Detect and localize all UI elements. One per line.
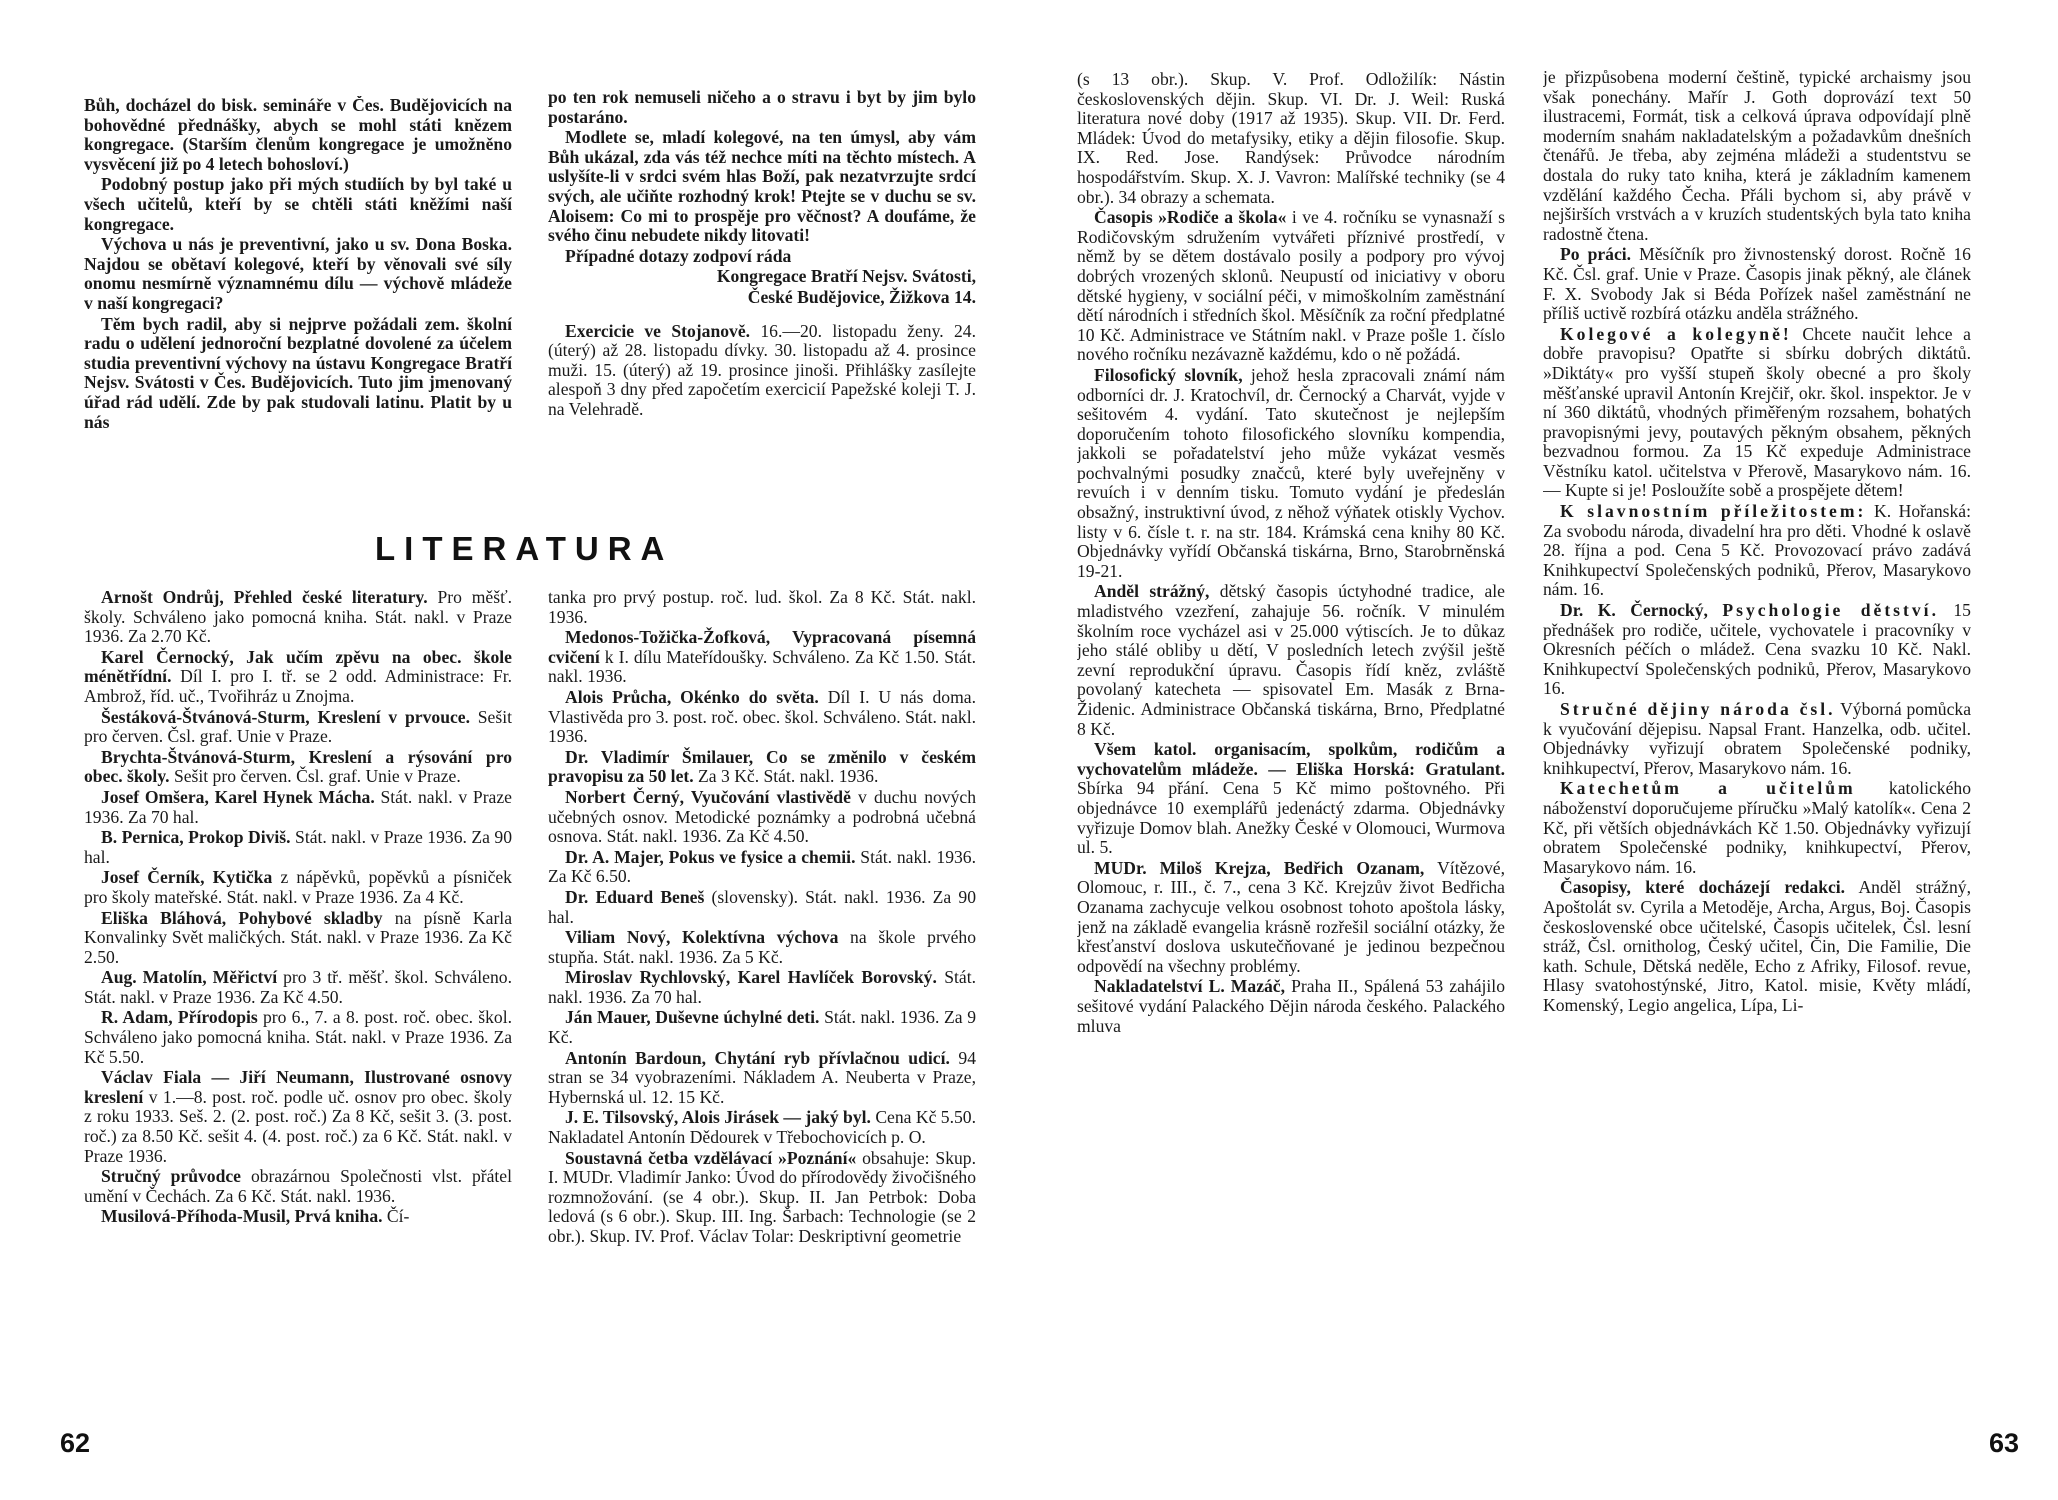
entry [84, 1068, 512, 1166]
entry [548, 1108, 976, 1147]
entry-text: obsahuje: Skup. I. MUDr. Vladimír Janko: Úvod do přírodovědy živočišného rozmnožování. (se 4 obr.). Skup. II. Jan Petrbok: Doba ledová (s 6 obr.). Skup. III. Ing. Šarbach: Technologie (se 2 obr.). Skup. IV. Prof. Václav Tolar: Deskriptivní geometrie [548, 1147, 976, 1246]
entry-lead: Aug. Matolín, Měřictví [101, 967, 278, 988]
paragraph: Modlete se, mladí kolegové, na ten úmysl, aby vám Bůh ukázal, zda vás též nechce míti na těchto místech. A uslyšíte-li v srdci svém hlas Boží, pak nezatvrzujte srdcí svých, ale učiňte rozhodný krok! Ptejte se v duchu se sv. Aloisem: Co mi to prospěje pro věčnost? A doufáme, že svého činu nebudete nikdy litovati! [548, 127, 976, 246]
entry-lead: Dr. A. Majer, Pokus ve fysice a chemii. [565, 846, 856, 867]
entry-text: Stát. nakl. 1936. Za 70 hal. [548, 967, 976, 1007]
paragraph: Případné dotazy zodpoví ráda [565, 245, 792, 266]
entry-text: Výborná pomůcka k vyučování dějepisu. Napsal Frant. Hanzelka, odb. učitel. Objednávky vyřizují obratem Společenské podniky, knihkupectví, Přerov, Masarykovo nám. 16. [1543, 699, 1971, 778]
entry-text: Čí- [382, 1206, 410, 1227]
entry [1077, 208, 1505, 365]
entry [548, 848, 976, 887]
entry-text: Měsíčník pro živnostenský dorost. Ročně 16 Kč. Čsl. graf. Unie v Praze. Časopis jinak pěkný, ale článek F. X. Svobody Jak si Béda Pořízek našel zaměstnání ne příliš uctivě rozbírá otázku anděla strážného. [1543, 244, 1971, 324]
entry [1077, 859, 1505, 977]
entry [548, 1049, 976, 1108]
entry-text: k I. dílu Mateřídoušky. Schváleno. Za Kč 1.50. Stát. nakl. 1936. [548, 646, 976, 687]
entry-lead: Dr. Vladimír Šmilauer, Co se změnilo v českém pravopisu za 50 let. [548, 746, 976, 787]
entry [1543, 502, 1971, 600]
entry-lead: Dr. Eduard Beneš [565, 886, 705, 907]
entry [84, 788, 512, 827]
entry [1543, 878, 1971, 1015]
entry-text: Anděl strážný, Apoštolát sv. Cyrila a Metoděje, Archa, Argus, Boj. Časopis československé obce učitelské, Časopis učitelek, Čsl. lesní stráž, Čsl. ornitholog, Český učitel, Čin, Die Familie, Die kath. Schule, Dětská neděle, Echo z Afriky, Filosof. revue, Hlasy svatohostýnské, Jitro, Katol. misie, Květy mládí, Komenský, Legio angelica, Lípa, Li- [1543, 877, 1971, 1015]
entry [1077, 740, 1505, 858]
entry [1077, 366, 1505, 582]
entry-lead: Exercicie ve Stojanově. [565, 320, 751, 341]
entry [84, 868, 512, 907]
entry [548, 1008, 976, 1047]
entry-text: Chcete naučit lehce a dobře pravopisu? Opatřte si sbírku dobrých diktátů. »Diktáty« pro vyšší stupeň školy obecné a pro školy měšťanské upravil Antonín Krejčiř, okr. škol. inspektor. Je v ní 360 diktátů, vhodných přiměřeným rozsahem, bohatých pravopisnými jevy, poutavých pěkným obsahem, pěkných bezvadnou formou. Za 15 Kč expeduje Administrace Věstníku katol. učitelstva v Přerově, Masarykovo nám. 16. — Kupte si je! Posloužíte sobě a prospějete dětem! [1543, 323, 1971, 501]
entry-text: 94 stran se 34 vyobrazeními. Nákladem A. Neuberta v Praze, Hybernská ul. 12. 15 Kč. [548, 1047, 976, 1107]
entry [548, 748, 976, 787]
entry-lead: Anděl strážný, [1094, 581, 1210, 602]
entry [84, 1167, 512, 1206]
entry [84, 588, 512, 647]
entry [84, 648, 512, 707]
entry-spaced-title: Kolegové a kolegyně! [1560, 323, 1792, 344]
entry-lead: Eliška Bláhová, Pohybové skladby [101, 907, 383, 928]
entry [1543, 700, 1971, 778]
entry-lead: Časopisy, které docházejí redakci. [1560, 877, 1846, 898]
entry-lead: Po práci. [1560, 244, 1632, 265]
entry-text: v 1.—8. post. roč. podle uč. osnov pro obec. školy z roku 1933. Seš. 2. (2. post. roč.) Za 8 Kč, sešit 3. (3. post. roč.) za 8.50 Kč. sešit 4. (4. post. roč.) za 6 Kč. Stát. nakl. v Praze 1936. [84, 1086, 512, 1166]
intro-column-2 [548, 88, 976, 518]
entry-text: na škole prvého stupňa. Stát. nakl. 1936. Za 5 Kč. [548, 927, 976, 967]
entry [1077, 977, 1505, 1036]
entry-lead: B. Pernica, Prokop Diviš. [101, 827, 291, 848]
entry-text: pro 3 tř. měšť. škol. Schváleno. Stát. nakl. v Praze 1936. Za Kč 4.50. [84, 967, 512, 1007]
paragraph: Bůh, docházel do bisk. semináře v Čes. Budějovicích na bohovědné přednášky, abych se mohl státi knězem kongregace. (Starším členům kongregace je umožněno vysvěcení již po 4 letech bohosloví.) [84, 96, 512, 174]
entry-text: Díl I. U nás doma. Vlastivěda pro 3. post. roč. obec. škol. Schváleno. Stát. nakl. 1936. [548, 686, 976, 747]
entry-lead: Josef Černík, Kytička [101, 867, 273, 888]
entry-lead: Soustavná četba vzdělávací »Poznání« [565, 1147, 857, 1168]
entry-text: obrazárnou Společnosti vlst. přátel umění v Čechách. Za 6 Kč. Stát. nakl. 1936. [84, 1166, 512, 1206]
right-column-1 [1077, 70, 1505, 1410]
entry [1543, 601, 1971, 699]
entry [548, 888, 976, 927]
entry-lead: Karel Černocký, Jak učím zpěvu na obec. škole ménětřídní. [84, 646, 512, 687]
entry-text: K. Hořanská: Za svobodu národa, divadelní hra pro děti. Vhodné k oslavě 28. října a pod. Cena 5 Kč. Provozovací právo zadává Knihkupectví Společenských podniků, Přerov, Masarykovo nám. 16. [1543, 501, 1971, 600]
entry [548, 588, 976, 627]
entry [548, 788, 976, 847]
entry [84, 1207, 512, 1227]
entry [1543, 245, 1971, 323]
exercise-notice [548, 322, 976, 420]
entry-text: Sešit pro červen. Čsl. graf. Unie v Praze. [169, 766, 461, 787]
literature-column-2 [548, 588, 976, 1418]
entry-lead: Brychta-Štvánová-Sturm, Kreslení a rýsování pro obec. školy. [84, 746, 512, 787]
paragraph: po ten rok nemuseli ničeho a o stravu i byt by jim bylo postaráno. [548, 88, 976, 127]
entry [84, 708, 512, 747]
entry-text: Sbírka 94 přání. Cena 5 Kč mimo poštovného. Při objednávce 10 exemplářů jedenáctý zdarma. Objednávky vyřizuje Domov blah. Anežky České v Olomouci, Wurmova ul. 5. [1077, 778, 1505, 858]
entry-lead: Nakladatelství L. Mazáč, [1094, 976, 1286, 997]
entry-text: Za 3 Kč. Stát. nakl. 1936. [693, 766, 879, 787]
entry-lead: Filosofický slovník, [1094, 364, 1243, 385]
entry-text: Stát. nakl. v Praze 1936. Za 90 hal. [84, 827, 512, 867]
entry-lead: Arnošt Ondrůj, Přehled české literatury. [101, 588, 428, 607]
entry-text: Stát. nakl. 1936. Za Kč 6.50. [548, 846, 976, 887]
entry-text: Stát. nakl. v Praze 1936. Za 70 hal. [84, 786, 512, 827]
entry [84, 909, 512, 968]
entry-text: Pro měšť. školy. Schváleno jako pomocná kniha. Stát. nakl. v Praze 1936. Za 2.70 Kč. [84, 588, 512, 647]
entry [1077, 582, 1505, 739]
entry-lead: Ján Mauer, Duševne úchylné deti. [565, 1007, 820, 1028]
entry-lead: J. E. Tilsovský, Alois Jirásek — jaký byl. [565, 1107, 871, 1128]
entry-text: Díl I. pro I. tř. se 2 odd. Administrace: Fr. Ambrož, říd. uč., Tvořihráz u Znojma. [84, 666, 512, 706]
entry [84, 1008, 512, 1067]
entry [84, 828, 512, 867]
entry [548, 688, 976, 747]
entry [84, 968, 512, 1007]
entry-text: Sešit pro červen. Čsl. graf. Unie v Praze. [84, 706, 512, 747]
entry-lead: Musilová-Příhoda-Musil, Prvá kniha. [101, 1206, 383, 1227]
signature-line: České Budějovice, Žižkova 14. [747, 286, 976, 307]
intro-column-1 [84, 96, 512, 508]
entry [1543, 68, 1971, 244]
entry-text: z nápěvků, popěvků a písniček pro školy mateřské. Stát. nakl. v Praze 1936. Za 4 Kč. [84, 867, 512, 907]
entry-lead: Václav Fiala — Jiří Neumann, Ilustrované osnovy kreslení [84, 1067, 512, 1107]
entry-spaced-title: K slavnostním příležitostem: [1560, 501, 1867, 522]
entry-text: tanka pro prvý postup. roč. lud. škol. Za 8 Kč. Stát. nakl. 1936. [548, 588, 976, 627]
entry-spaced-title: Psychologie dětství. [1722, 600, 1939, 621]
entry-lead: Alois Průcha, Okénko do světa. [565, 686, 819, 707]
entry-lead: Všem katol. organisacím, spolkům, rodičům a vychovatelům mládeže. — Eliška Horská: Gratulant. [1077, 739, 1505, 779]
paragraph: Výchova u nás je preventivní, jako u sv. Dona Boska. Najdou se obětaví kolegové, kteří by věnovali své síly onomu nesmírně významnému dílu — výchově mládeže v naší kongregaci? [84, 234, 512, 313]
entry [1077, 70, 1505, 207]
entry-lead: R. Adam, Přírodopis [101, 1007, 258, 1028]
entry-lead: Dr. K. Černocký, [1560, 600, 1708, 621]
page-number: 63 [1989, 1428, 2020, 1458]
paragraph: Podobný postup jako při mých studiích by byl také u všech učitelů, kteří by se chtěli státi kněžími naší kongregace. [84, 174, 512, 234]
entry-lead: Viliam Nový, Kolektívna výchova [565, 927, 839, 948]
entry-spaced-title: Stručné dějiny národa čsl. [1560, 699, 1836, 719]
entry-lead: Časopis »Rodiče a škola« [1094, 207, 1287, 228]
right-column-2 [1543, 68, 1971, 1413]
entry [548, 628, 976, 687]
entry-text: je přizpůsobena moderní češtině, typické archaismy jsou však ponechány. Mařír J. Goth doprovází text 50 ilustracemi, Formát, tisk a celková úprava odpovídají plně moderním snahám nakladatelským a požadavkům dnešních čtenářů. Je třeba, aby zejména mládeži a studentstvu se dostala do ruky tato kniha, která je základním kamenem vzdělání každého Čecha. Přáli bychom si, aby právě v nejširších vrstvách a v kruzích studentských byla tato kniha radostně čtena. [1543, 68, 1971, 244]
literature-column-1 [84, 588, 512, 1418]
right-page [1029, 0, 2058, 1500]
entry [548, 1149, 976, 1247]
entry-lead: Norbert Černý, Vyučování vlastivědě [565, 786, 851, 807]
entry-text: dětský časopis úctyhodné tradice, ale mladistvého vzezření, zahajuje 56. ročník. V minulém školním roce vycházel asi v 25.000 výtiscích. Je to důkaz jeho stálé obliby u dětí, V posledních letech zvýšil ještě zevní reprodukční úpravu. Časopis řídí kněz, zvláště povolaný katecheta — spisovatel Em. Masák z Brna-Židenic. Administrace Občanská tiskárna, Brno, Předplatné 8 Kč. [1077, 581, 1505, 739]
entry-text: Praha II., Spálená 53 zahájilo sešitové vydání Palackého Dějin národa českého. Palackého mluva [1077, 976, 1505, 1036]
entry-text: jehož hesla zpracovali známí nám odborníci dr. J. Kratochvíl, dr. Černocký a Charvát, vyjde v sešitovém 4. vydání. Tato skutečnost je nejlepším doporučením tohoto filosofického slovníku kompendia, jakkoli se pořadatelství jeho může vykázat vesměs pochvalnými posudky značců, které byly uveřejněny v revuích i v denním tisku. Tomuto vydání je předeslán obsažný, instruktivní úvod, z něhož výňatek otiskly Vychov. listy v 6. čísle t. r. na str. 184. Krámská cena knihy 80 Kč. Objednávky vyřídí Občanská tiskárna, Brno, Starobrněnská 19-21. [1077, 364, 1505, 581]
entry-spaced-title: Katechetům a učitelům [1560, 778, 1856, 799]
entry-text: v duchu nových učebných osnov. Metodické poznámky a podrobná učebná osnova. Stát. nakl. 1936. Za Kč 4.50. [548, 786, 976, 847]
entry [1543, 779, 1971, 877]
entry-lead: Antonín Bardoun, Chytání ryb přívlačnou udicí. [565, 1047, 950, 1068]
entry-text: Stát. nakl. 1936. Za 9 Kč. [548, 1007, 976, 1048]
entry-lead: Šestáková-Štvánová-Sturm, Kreslení v prvouce. [101, 706, 470, 727]
entry-text: 16.—20. listopadu ženy. 24. (úterý) až 28. listopadu dívky. 30. listopadu až 4. prosince muži. 15. (úterý) až 19. prosince jinoši. Přihlášky zasílejte alespoň 3 dny před započetím exercicií Papežské koleji T. J. na Velehradě. [548, 320, 976, 419]
entry-lead: MUDr. Miloš Krejza, Bedřich Ozanam, [1094, 857, 1425, 878]
page-number: 62 [60, 1428, 91, 1458]
entry-text: Cena Kč 5.50. Nakladatel Antonín Dědourek v Třebochovicích p. O. [548, 1107, 976, 1148]
entry [1543, 325, 1971, 501]
entry-text: (slovensky). Stát. nakl. 1936. Za 90 hal. [548, 886, 976, 927]
entry [548, 928, 976, 967]
entry-text: na písně Karla Konvalinky Svět maličkých. Stát. nakl. v Praze 1936. Za Kč 2.50. [84, 907, 512, 967]
entry-text: katolického náboženství doporučujeme příručku »Malý katolík«. Cena 2 Kč, při větších objednávkách Kč 1.50. Objednávky vyřizují obratem Společenské podniky, knihkupectví, Přerov, Masarykovo nám. 16. [1543, 778, 1971, 877]
entry-lead: Medonos-Tožička-Žofková, Vypracovaná písemná cvičení [548, 627, 976, 667]
entry-text: pro 6., 7. a 8. post. roč. obec. škol. Schváleno jako pomocná kniha. Stát. nakl. v Praze 1936. Za Kč 5.50. [84, 1007, 512, 1067]
entry [84, 748, 512, 787]
entry-text: 15 přednášek pro rodiče, učitele, vychovatele i pracovníky v Okresních péčích o mládež. Cena svazku 10 Kč. Nakl. Knihkupectví Společenských podniků, Přerov, Masarykovo 16. [1543, 600, 1971, 699]
section-heading: LITERATURA [375, 530, 674, 567]
paragraph: Těm bych radil, aby si nejprve požádali zem. školní radu o udělení jednoroční bezplatné dovolené za účelem studia preventivní výchovy na ústavu Kongregace Bratří Nejsv. Svátosti v Čes. Budějovicích. Tuto jim jmenovaný úřad rád udělí. Zde by pak studovali latinu. Platit by u nás [84, 313, 512, 432]
entry-lead: Stručný průvodce [101, 1166, 241, 1187]
entry-lead: Josef Omšera, Karel Hynek Mácha. [101, 786, 375, 807]
entry [548, 968, 976, 1007]
entry-lead: Miroslav Rychlovský, Karel Havlíček Borovský. [565, 967, 937, 988]
entry-text: Vítězové, Olomouc, r. III., č. 7., cena 3 Kč. Krejzův život Bedřicha Ozanama zachycuje velkou osobnost tohoto apoštola lásky, jenž na základě evangelia krásně rozřešil sociální otázky, že křesťanství doslova uskutečňované je jedinou bezpečnou odpovědí na všechny problémy. [1077, 857, 1505, 976]
entry-text: (s 13 obr.). Skup. V. Prof. Odložilík: Nástin československých dějin. Skup. VI. Dr. J. Weil: Ruská literatura nové doby (1917 až 1935). Skup. VII. Dr. Ferd. Mládek: Úvod do metafysiky, etiky a dějin filosofie. Skup. IX. Red. Jose. Randýsek: Průvodce národním hospodářstvím. Skup. X. J. Vavron: Malířské techniky (se 4 obr.). 34 obrazy a schemata. [1077, 70, 1505, 207]
signature-line: Kongregace Bratří Nejsv. Svátosti, [716, 266, 976, 287]
entry-text: i ve 4. ročníku se vynasnaží s Rodičovským sdružením vytvářeti příznivé prostředí, v němž by se dětem dostávalo posily a podpory pro vývoj dobrých vrozených sklonů. Neupustí od iniciativy v oboru dětské hygieny, v sociální péči, v mimoškolním zaměstnání dětí národních i středních škol. Měsíčník za roční předplatné 10 Kč. Administrace ve Státním nakl. v Praze pošle 1. číslo nového ročníku nezávazně každému, kdo o ně požádá. [1077, 207, 1505, 365]
